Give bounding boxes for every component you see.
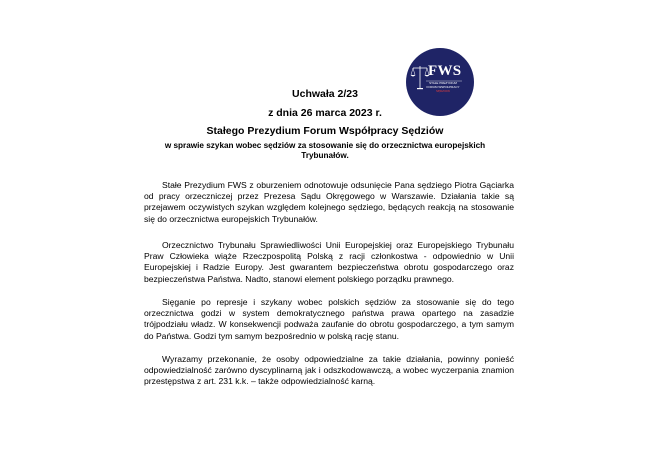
- logo-subtitle-line-2: FORUM WSPÓŁPRACY: [426, 86, 460, 89]
- logo-subtitle-line-1: STAŁE PREZYDIUM: [429, 82, 457, 85]
- resolution-title: Uchwała 2/23: [292, 88, 358, 100]
- paragraph-2-text: Orzecznictwo Trybunału Sprawiedliwości Unii Europejskiej oraz Europejskiego Trybunału Praw Człowieka wiąże Rzeczpospolitą Polską z racji członkostwa - odpowiednio w Unii Europejskiej i Radzie Europy. Jest gwarantem bezpieczeństwa obrotu gospodarczego oraz bezpieczeństwa Państwa. Nadto, stanowi element polskiego porządku prawnego.: [144, 240, 514, 284]
- paragraph-4-text: Wyrazamy przekonanie, że osoby odpowiedzialne za takie działania, powinny ponieść odpowiedzialność zarówno dyscyplinarną jak i odszkodowawczą, a wobec wyczerpania znamion przestępstwa z art. 231 k.k. – także odpowiedzialność karną.: [144, 354, 514, 387]
- logo-subtitle-line-3: SĘDZIÓW: [436, 90, 450, 93]
- fws-logo: [406, 48, 474, 116]
- paragraph-4: [144, 354, 514, 388]
- resolution-date: z dnia 26 marca 2023 r.: [268, 107, 382, 119]
- paragraph-3-text: Sięganie po represje i szykany wobec polskich sędziów za stosowanie się do tego orzecznictwa godzi w system demokratycznego państwa prawa opartego na zasadzie trójpodziału władz. W konsekwencji podważa zaufanie do obrotu gospodarczego, a tym samym do Państwa. Godzi tym samym bezpośrednio w polską rację stanu.: [144, 297, 514, 341]
- paragraph-1: [144, 180, 514, 225]
- issuing-body: Stałego Prezydium Forum Współpracy Sędziów: [206, 125, 444, 137]
- logo-wordmark: FWS: [428, 63, 462, 79]
- paragraph-2: [144, 240, 514, 285]
- paragraph-3: [144, 297, 514, 342]
- paragraph-1-text: Stałe Prezydium FWS z oburzeniem odnotowuje odsunięcie Pana sędziego Piotra Gąciarka od pracy orzeczniczej przez Prezesa Sądu Okręgowego w Warszawie. Działania takie są przejawem oczywistych szykan względem kolejnego sędziego, będących reakcją na stosowanie się do orzecznictwa europejskich Trybunałów.: [144, 180, 514, 224]
- resolution-subject: w sprawie szykan wobec sędziów za stosowanie się do orzecznictwa europejskich Trybunałów.: [164, 141, 486, 160]
